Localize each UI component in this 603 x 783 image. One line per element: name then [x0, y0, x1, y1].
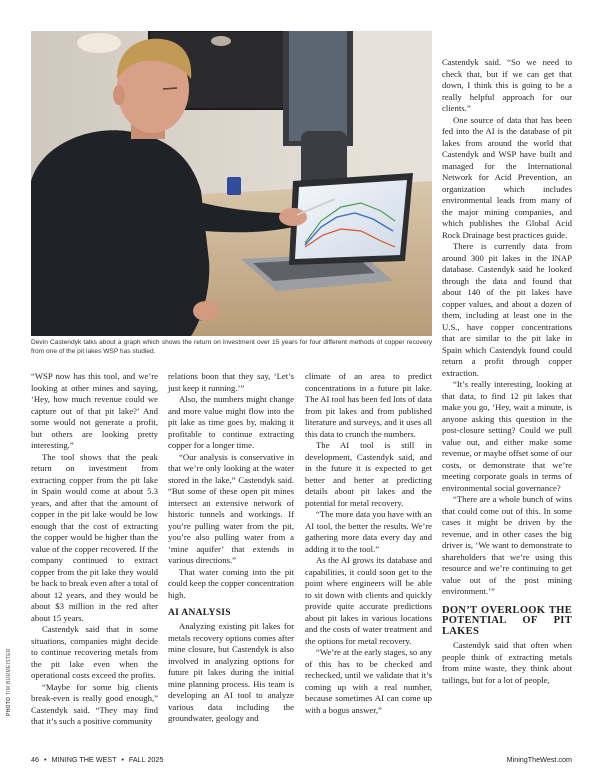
- photo-illustration: [31, 31, 432, 336]
- photo-caption: Devin Castendyk talks about a graph which shows the return on investment over 15 years for four different methods of copper recovery from one of the pit lakes WSP has studied.: [31, 339, 432, 355]
- paragraph: “We’re at the early stages, so any of this has to be checked and rechecked, until we validate that it’s coming up with a real number, because sometimes AI can come up with a bogus answer,”: [305, 647, 432, 715]
- paragraph: “Maybe for some big clients break-even is really good enough,” Castendyk said. “They may find that it’s such a positive community: [31, 681, 158, 726]
- paragraph: climate of an area to predict concentrations in a future pit lake. The AI tool has been fed lots of data from pit lakes and from published literature and surveys, and it uses all this data to crunch the numbers.: [305, 371, 432, 439]
- paragraph: Castendyk said that in some situations, companies might decide to continue recovering metals from the pit lake even when the operational costs exceed the profits.: [31, 624, 158, 680]
- text-column-4: [442, 57, 572, 686]
- text-column-3: [305, 371, 432, 716]
- paragraph: “It’s really interesting, looking at that data, to find 12 pit lakes that make you go, ‘Hey, wait a minute, is anyone asking this question in the post-closure setting? Could we pull value out, and either make some revenue, or maybe offset some of our costs, or demonstrate that we’re meeting corporate goals in terms of environmental social governance?: [442, 379, 572, 493]
- paragraph: Castendyk said that often when people think of extracting metals from mine waste, they think about tailings, but for a lot of people,: [442, 640, 572, 685]
- text-column-2: [168, 371, 294, 725]
- paragraph: “There are a whole bunch of wins that could come out of this. In some cases it might be driven by the revenue, and in other cases the big driver is, ‘We want to demonstrate to shareholders that we’re using this resource and we’re continuing to get value out of the post mining environment.’”: [442, 494, 572, 596]
- paragraph: “WSP now has this tool, and we’re looking at other mines and saying, ‘Hey, how much revenue could we capture out of that pit lake?’ And some would not generate a profit, but others are looking pretty interesting.”: [31, 371, 158, 450]
- footer-folio: [31, 755, 163, 764]
- section-heading-ai-analysis: AI ANALYSIS: [168, 608, 231, 618]
- issue-label: FALL 2025: [128, 755, 164, 764]
- section-heading-pit-lakes: DON’T OVERLOOK THE POTENTIAL OF PIT LAKES: [442, 604, 572, 637]
- paragraph: “Our analysis is conservative in that we’re only looking at the water stored in the lake,” Castendyk said. “But some of these open pit mines intersect an extensive network of historic tunnels and workings. If you’re pulling water from the pit, you’re also pulling water from a ‘mine aquifer’ that extends in various directions.”: [168, 451, 294, 565]
- paragraph: Analyzing existing pit lakes for metals recovery options comes after mine closure, but Castendyk is also involved in analyzing options for future pit lakes during the initial mine planning process. His team is developing an AI tool to analyze various data including the groundwater, geology and: [168, 621, 294, 723]
- paragraph: Also, the numbers might change and more value might flow into the pit lake as time goes by, making it profitable to continue extracting copper for a longer time.: [168, 394, 294, 450]
- page-footer: [31, 752, 572, 766]
- paragraph: relations boon that they say, ‘Let’s just keep it running.’”: [168, 371, 294, 393]
- paragraph: Castendyk said. “So we need to check that, but if we can get that down, I think this is going to be a really helpful approach for our clients.”: [442, 57, 572, 113]
- photo-credit-name: TIM BURMEISTER: [6, 648, 12, 696]
- photo-credit: [6, 648, 12, 716]
- footer-separator: •: [44, 755, 47, 764]
- paragraph: One source of data that has been fed into the AI is the database of pit lakes from around the world that Castendyk and WSP have built and managed for the International Network for Acid Prevention, an organization which includes environmental leads from many of the major mining companies, and which publishes the Global Acid Rock Drainage best practices guide.: [442, 114, 572, 240]
- footer-separator: •: [121, 755, 124, 764]
- website-link[interactable]: MiningTheWest.com: [506, 755, 572, 764]
- paragraph: That water coming into the pit could keep the copper concentration high.: [168, 566, 294, 600]
- article-photo: [31, 31, 432, 336]
- photo-credit-label: PHOTO: [6, 696, 12, 716]
- paragraph: The AI tool is still in development, Castendyk said, and in the future it is expected to get better and better at predicting details about pit lakes and the potential for metal recovery.: [305, 440, 432, 508]
- page-number: 46: [31, 755, 39, 764]
- paragraph: “The more data you have with an AI tool, the better the results. We’re gathering more data every day and adding it to the tool.”: [305, 509, 432, 554]
- text-column-1: [31, 371, 158, 728]
- paragraph: As the AI grows its database and capabilities, it could soon get to the point where engineers will be able to sit down with clients and quickly provide quite accurate predictions about pit lakes in various locations and the costs of water treatment and the options for metal recovery.: [305, 555, 432, 646]
- paragraph: There is currently data from around 300 pit lakes in the INAP database. Castendyk said he looked through the data and found that about 140 of the pit lakes have copper values, and about a dozen of them, including at least one in the U.S., have copper concentrations that are similar to the pit lake in Spain which Castendyk found could return a profit through copper extraction.: [442, 241, 572, 378]
- paragraph: The tool shows that the peak return on investment from extracting copper from the pit lake in Spain would come at about 5.3 years, and after that the amount of copper in the pit lake would be low enough that the cost of extracting the copper would be higher than the value of the copper recovered. If the company continued to extract copper from the pit lake they would be back to break even after a total of about 12 years, and they would be about $3 million in the red after about 15 years.: [31, 451, 158, 623]
- magazine-name: MINING THE WEST: [51, 755, 117, 764]
